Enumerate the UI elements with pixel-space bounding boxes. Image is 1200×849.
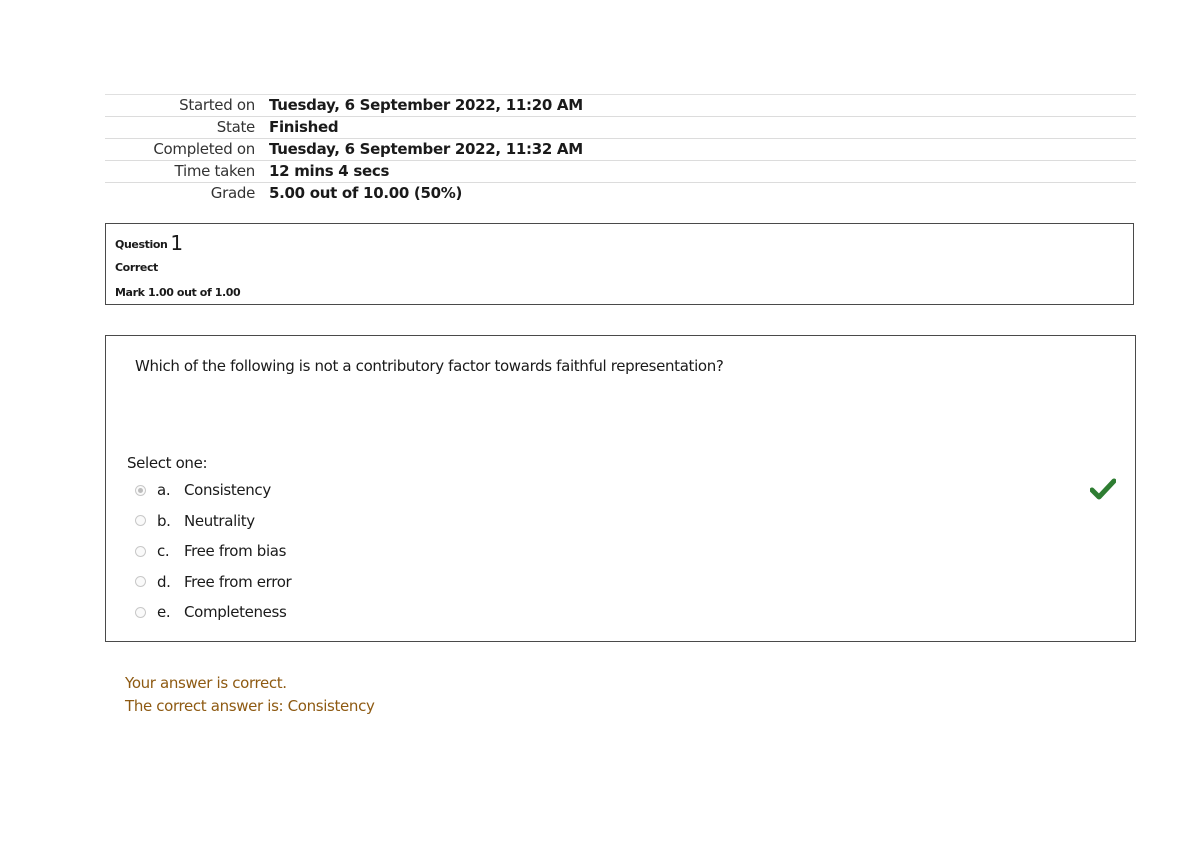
option-letter: a.	[157, 481, 171, 500]
attempt-summary-table	[105, 94, 1136, 204]
answer-option-c[interactable]	[135, 536, 291, 567]
feedback-result: Your answer is correct.	[125, 674, 287, 692]
option-text: Free from bias	[184, 542, 287, 561]
answer-option-a[interactable]	[135, 475, 291, 506]
radio-button[interactable]	[135, 515, 146, 526]
option-text: Free from error	[184, 572, 292, 591]
summary-value: Tuesday, 6 September 2022, 11:20 AM	[269, 95, 1136, 117]
option-letter: d.	[157, 572, 171, 591]
option-letter: b.	[157, 511, 171, 530]
summary-label: Completed on	[105, 139, 269, 161]
summary-label: Started on	[105, 95, 269, 117]
radio-button[interactable]	[135, 546, 146, 557]
select-one-prompt: Select one:	[127, 454, 208, 472]
question-content-box	[105, 335, 1136, 642]
summary-label: Time taken	[105, 161, 269, 183]
radio-button[interactable]	[135, 607, 146, 618]
question-text: Which of the following is not a contributory factor towards faithful representation?	[135, 357, 724, 375]
question-label: Question	[115, 238, 168, 251]
option-text: Neutrality	[184, 511, 255, 530]
answer-option-e[interactable]	[135, 597, 291, 628]
option-letter: c.	[157, 542, 170, 561]
summary-label: State	[105, 117, 269, 139]
question-state: Correct	[115, 261, 158, 274]
question-number	[115, 231, 183, 255]
question-number-value: 1	[170, 231, 183, 255]
summary-value: 5.00 out of 10.00 (50%)	[269, 183, 1136, 205]
radio-button[interactable]	[135, 576, 146, 587]
answer-options	[135, 475, 291, 628]
summary-value: Finished	[269, 117, 1136, 139]
summary-row-grade	[105, 183, 1136, 205]
question-info-box	[105, 223, 1134, 305]
question-mark: Mark 1.00 out of 1.00	[115, 286, 241, 299]
check-icon	[1090, 478, 1116, 500]
feedback-correct-answer: The correct answer is: Consistency	[125, 697, 375, 715]
feedback-block	[125, 672, 375, 718]
summary-value: Tuesday, 6 September 2022, 11:32 AM	[269, 139, 1136, 161]
answer-option-d[interactable]	[135, 567, 291, 598]
option-letter: e.	[157, 603, 171, 622]
summary-row-time-taken	[105, 161, 1136, 183]
summary-row-completed	[105, 139, 1136, 161]
summary-label: Grade	[105, 183, 269, 205]
option-text: Completeness	[184, 603, 287, 622]
summary-row-started	[105, 95, 1136, 117]
summary-row-state	[105, 117, 1136, 139]
answer-option-b[interactable]	[135, 506, 291, 537]
summary-value: 12 mins 4 secs	[269, 161, 1136, 183]
option-text: Consistency	[184, 481, 271, 500]
radio-button-selected[interactable]	[135, 485, 146, 496]
